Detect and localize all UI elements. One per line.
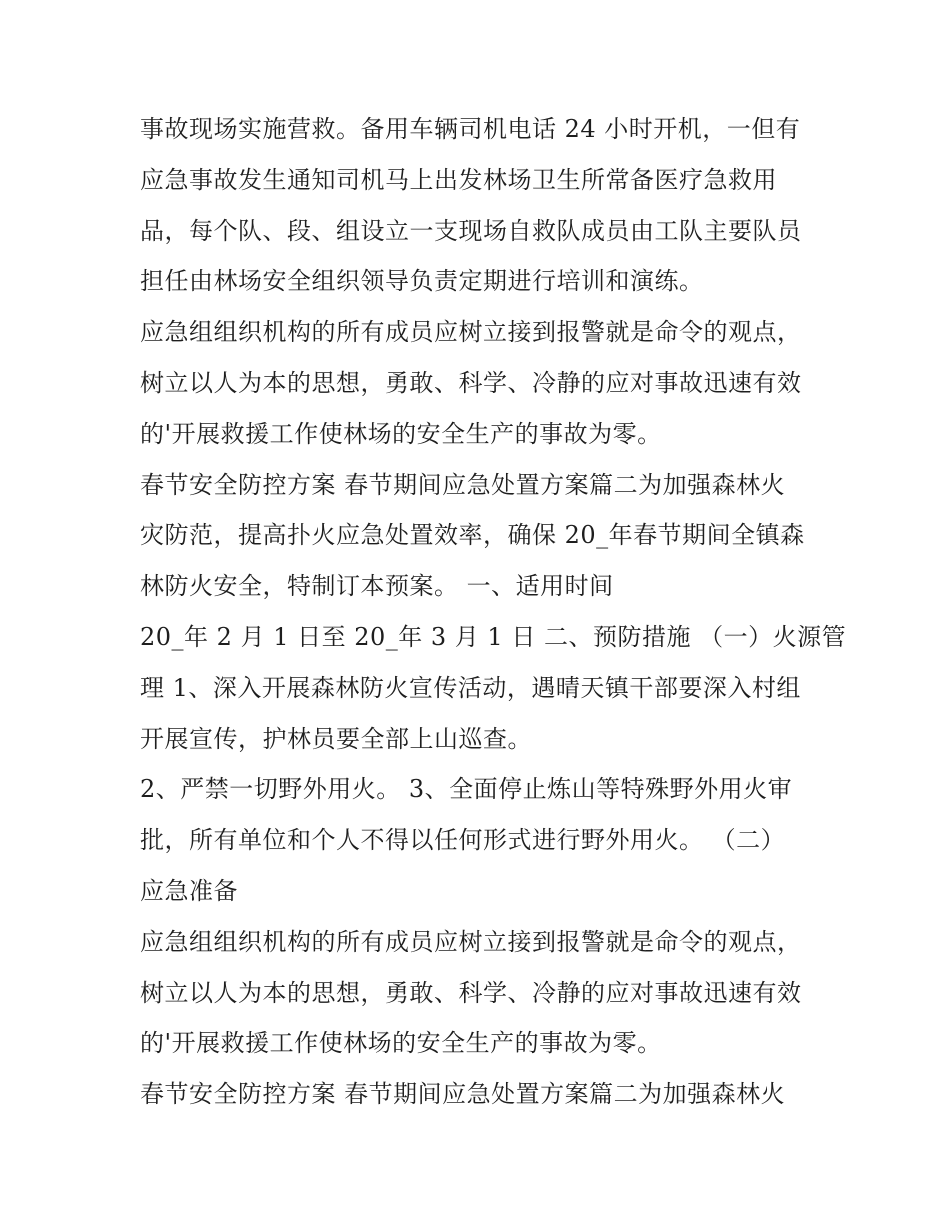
text-line: 的'开展救援工作使林场的安全生产的事故为零。 <box>140 1029 662 1058</box>
text-line: 林防火安全，特制订本预案。 一、适用时间 <box>140 572 614 601</box>
text-line: 2、严禁一切野外用火。 3、全面停止炼山等特殊野外用火审 <box>140 775 793 804</box>
text-line: 批，所有单位和个人不得以任何形式进行野外用火。 （二） <box>140 826 786 855</box>
text-line: 的'开展救援工作使林场的安全生产的事故为零。 <box>140 419 662 448</box>
text-line: 春节安全防控方案 春节期间应急处置方案篇二为加强森林火 <box>140 470 786 499</box>
text-line: 理 1、深入开展森林防火宣传活动，遇晴天镇干部要深入村组 <box>140 673 801 702</box>
text-line: 春节安全防控方案 春节期间应急处置方案篇二为加强森林火 <box>140 1080 786 1109</box>
text-line: 20_年 2 月 1 日至 20_年 3 月 1 日 二、预防措施 （一）火源管 <box>140 622 847 651</box>
text-line: 灾防范，提高扑火应急处置效率，确保 20_年春节期间全镇森 <box>140 521 805 550</box>
text-line: 事故现场实施营救。备用车辆司机电话 24 小时开机，一但有 <box>140 115 801 143</box>
text-line: 应急组组织机构的所有成员应树立接到报警就是命令的观点， <box>140 927 802 956</box>
document-body <box>140 104 847 1120</box>
text-line: 应急准备 <box>140 876 238 905</box>
text-line: 树立以人为本的思想，勇敢、科学、冷静的应对事故迅速有效 <box>140 978 802 1007</box>
text-line: 树立以人为本的思想，勇敢、科学、冷静的应对事故迅速有效 <box>140 368 802 397</box>
text-line: 应急组组织机构的所有成员应树立接到报警就是命令的观点， <box>140 318 802 347</box>
text-line: 应急事故发生通知司机马上出发林场卫生所常备医疗急救用 <box>140 165 777 194</box>
text-line: 品，每个队、段、组设立一支现场自救队成员由工队主要队员 <box>140 216 802 245</box>
text-line: 担任由林场安全组织领导负责定期进行培训和演练。 <box>140 267 704 296</box>
text-line: 开展宣传，护林员要全部上山巡查。 <box>140 724 532 753</box>
